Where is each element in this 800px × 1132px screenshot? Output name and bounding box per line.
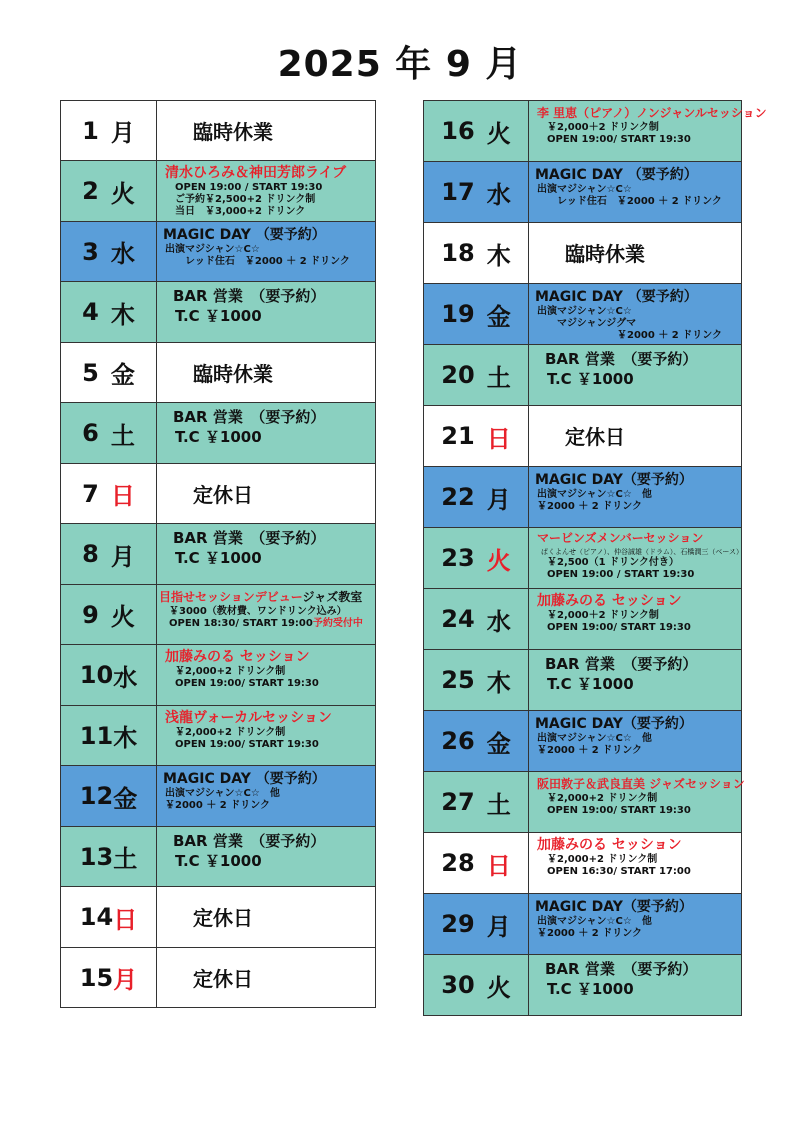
weekday: 月 (486, 912, 511, 941)
weekday: 金 (113, 784, 138, 813)
event-title: MAGIC DAY（要予約） (535, 472, 693, 488)
event-title: 加藤みのる セッション (537, 593, 682, 609)
day-number: 17 (441, 178, 475, 206)
weekday: 月 (110, 542, 135, 571)
event-cell (529, 833, 741, 893)
event-detail: 出演マジシャン☆C☆ (537, 306, 632, 317)
weekday: 金 (486, 302, 511, 331)
weekday: 土 (110, 421, 135, 450)
weekday: 月 (486, 485, 511, 514)
day-number: 28 (441, 849, 475, 877)
event-title: BAR 営業 （要予約） (173, 408, 326, 426)
weekday: 水 (486, 180, 511, 209)
event-title: 加藤みのる セッション (537, 837, 682, 853)
date-cell (424, 284, 529, 344)
weekday: 日 (113, 905, 138, 934)
event-cell (529, 345, 741, 405)
event-title: BAR 営業 （要予約） (545, 960, 698, 978)
weekday: 火 (486, 973, 511, 1002)
date-cell (424, 589, 529, 649)
event-detail: ￥2000 ＋ 2 ドリンク (537, 330, 723, 341)
schedule-row (424, 894, 741, 955)
event-cell (529, 223, 741, 283)
weekday: 水 (110, 240, 135, 268)
day-number: 6 (82, 419, 99, 447)
day-number: 21 (441, 422, 475, 450)
weekday: 火 (486, 119, 511, 148)
schedule-row (424, 528, 744, 589)
schedule-row (424, 711, 741, 772)
day-number: 11 (79, 721, 114, 750)
schedule-row (61, 585, 375, 645)
event-detail: 出演マジシャン☆C☆ 他 (537, 916, 652, 927)
day-number: 9 (82, 600, 99, 629)
event-detail: ご予約￥2,500+2 ドリンク制 (175, 194, 316, 205)
event-title: 定休日 (193, 483, 253, 507)
event-price: T.C ￥1000 (547, 675, 634, 693)
weekday: 月 (110, 119, 135, 147)
weekday: 水 (486, 607, 511, 636)
schedule-row (61, 101, 375, 161)
event-members: ぱくよんせ（ピアノ）、仲谷誠雄（ドラム）、石橋潤三（ベース） (541, 548, 744, 556)
event-detail: ￥2,000＋2 ドリンク制 (547, 122, 659, 133)
day-number: 16 (441, 117, 475, 145)
event-detail (159, 618, 375, 630)
day-number: 10 (79, 661, 114, 689)
event-title: 加藤みのる セッション (165, 649, 310, 665)
event-detail: ￥2000 ＋ 2 ドリンク (537, 928, 643, 939)
day-number: 27 (441, 788, 475, 816)
schedule-row (61, 524, 375, 585)
weekday: 金 (486, 729, 511, 758)
date-cell (61, 887, 157, 947)
weekday: 木 (113, 724, 138, 752)
schedule-row (61, 464, 375, 524)
event-time: OPEN 18:30/ START 19:00 (169, 618, 313, 629)
date-cell (61, 706, 157, 765)
event-title: 定休日 (565, 425, 625, 449)
weekday: 火 (110, 603, 135, 631)
event-title: 定休日 (193, 906, 253, 930)
event-detail: マジシャンジグマ (537, 318, 637, 329)
event-title-red: 目指せセッションデビュー (159, 590, 303, 604)
event-detail: レッド住石 ￥2000 ＋ 2 ドリンク (537, 196, 722, 207)
day-number: 3 (82, 237, 99, 266)
event-cell (529, 711, 741, 771)
event-cell (157, 101, 375, 160)
date-cell (424, 711, 529, 771)
event-title: 李 里恵（ピアノ）ノンジャンルセッション (537, 106, 767, 120)
date-cell (61, 403, 157, 463)
event-title: BAR 営業 （要予約） (173, 529, 326, 547)
event-title: BAR 営業 （要予約） (545, 350, 698, 368)
event-price: T.C ￥1000 (547, 370, 634, 388)
day-number: 1 (82, 116, 99, 145)
page-title: 2025 年 9 月 (277, 44, 523, 85)
event-title: MAGIC DAY （要予約） (535, 289, 698, 305)
date-cell (61, 948, 157, 1007)
date-cell (61, 161, 157, 221)
date-cell (424, 223, 529, 283)
event-title: マービンズメンバーセッション (537, 531, 704, 545)
schedule-row (61, 766, 375, 827)
event-detail: OPEN 19:00 / START 19:30 (547, 569, 695, 580)
weekday: 土 (486, 363, 511, 392)
event-detail: ￥2,000＋2 ドリンク制 (547, 610, 659, 621)
event-cell (157, 524, 375, 584)
schedule-row (61, 282, 375, 343)
event-title: MAGIC DAY （要予約） (163, 771, 326, 787)
event-detail: ￥2,000+2 ドリンク制 (547, 854, 658, 865)
date-cell (424, 467, 529, 527)
event-detail: OPEN 19:00 / START 19:30 (175, 182, 323, 193)
event-cell (529, 589, 741, 649)
schedule-row (424, 223, 741, 284)
event-cell (157, 282, 375, 342)
event-cell (529, 650, 741, 710)
schedule-row (61, 948, 375, 1008)
date-cell (61, 282, 157, 342)
event-cell (157, 766, 375, 826)
event-price: T.C ￥1000 (175, 307, 262, 325)
weekday: 月 (113, 966, 138, 994)
date-cell (424, 894, 529, 954)
event-cell (157, 645, 375, 705)
weekday: 木 (486, 241, 511, 270)
weekday: 土 (113, 845, 138, 873)
event-detail: ￥2,000+2 ドリンク制 (175, 666, 286, 677)
event-detail: ￥2000 ＋ 2 ドリンク (537, 745, 643, 756)
day-number: 30 (441, 971, 475, 999)
event-title: MAGIC DAY（要予約） (535, 716, 693, 732)
event-cell (157, 706, 375, 765)
event-title: 阪田敦子＆武良直美 ジャズセッション (537, 777, 745, 791)
schedule-row (424, 101, 767, 162)
event-detail: OPEN 19:00/ START 19:30 (175, 678, 319, 689)
event-title: MAGIC DAY （要予約） (535, 167, 698, 183)
event-price: T.C ￥1000 (175, 852, 262, 870)
day-number: 14 (79, 903, 114, 931)
schedule-row (424, 284, 741, 345)
event-cell (529, 162, 741, 222)
day-number: 25 (441, 666, 475, 694)
event-cell (529, 284, 741, 344)
date-cell (424, 650, 529, 710)
event-detail: 当日 ￥3,000+2 ドリンク (175, 206, 306, 217)
event-title: MAGIC DAY（要予約） (535, 899, 693, 915)
event-cell (157, 222, 375, 281)
day-number: 4 (82, 298, 99, 326)
event-title: 清水ひろみ＆神田芳郎ライブ (165, 165, 347, 181)
weekday: 日 (110, 482, 135, 510)
date-cell (424, 955, 529, 1015)
event-detail: ￥2,000+2 ドリンク制 (175, 727, 286, 738)
event-detail: ￥2000 ＋ 2 ドリンク (537, 501, 643, 512)
event-detail: ￥3000（教材費、ワンドリンク込み） (169, 606, 347, 617)
day-number: 5 (82, 358, 99, 387)
event-cell (157, 585, 375, 644)
schedule-row (61, 887, 375, 948)
day-number: 29 (441, 910, 475, 938)
event-detail: OPEN 16:30/ START 17:00 (547, 866, 691, 877)
date-cell (424, 528, 529, 588)
event-title: 定休日 (193, 967, 253, 991)
event-cell (157, 403, 375, 463)
date-cell (61, 524, 157, 584)
event-cell (529, 467, 741, 527)
date-cell (61, 222, 157, 281)
schedule-row (424, 772, 745, 833)
event-cell (157, 464, 375, 523)
day-number: 12 (79, 782, 114, 810)
day-number: 15 (79, 963, 114, 992)
day-number: 26 (441, 727, 475, 755)
event-detail: 出演マジシャン☆C☆ (165, 244, 260, 255)
schedule-row (424, 467, 741, 528)
event-title-black: ジャズ教室 (302, 590, 363, 604)
schedule-row (424, 589, 741, 650)
schedule-row (61, 403, 375, 464)
day-number: 24 (441, 605, 475, 633)
day-number: 2 (82, 177, 99, 205)
event-title: MAGIC DAY （要予約） (163, 227, 326, 243)
schedule-row (424, 833, 741, 894)
event-cell (157, 343, 375, 402)
event-detail: レッド住石 ￥2000 ＋ 2 ドリンク (165, 256, 350, 267)
schedule-row (424, 162, 741, 223)
day-number: 7 (82, 479, 99, 508)
date-cell (424, 772, 529, 832)
event-cell (157, 161, 375, 221)
weekday: 木 (486, 668, 511, 697)
schedule-row (61, 343, 375, 403)
event-price: T.C ￥1000 (175, 549, 262, 567)
event-detail: OPEN 19:00/ START 19:30 (547, 622, 691, 633)
weekday: 火 (110, 179, 135, 208)
event-cell (157, 827, 375, 886)
event-cell (529, 955, 741, 1015)
day-number: 13 (79, 842, 114, 871)
date-cell (61, 766, 157, 826)
event-title: BAR 営業 （要予約） (545, 655, 698, 673)
event-detail: OPEN 19:00/ START 19:30 (175, 739, 319, 750)
event-title: BAR 営業 （要予約） (173, 832, 326, 850)
date-cell (61, 343, 157, 402)
schedule-row (424, 345, 741, 406)
day-number: 8 (82, 540, 99, 568)
event-detail: 出演マジシャン☆C☆ 他 (537, 489, 652, 500)
day-number: 23 (441, 544, 475, 572)
date-cell (424, 162, 529, 222)
weekday: 日 (486, 424, 511, 453)
day-number: 22 (441, 483, 475, 511)
date-cell (424, 101, 529, 161)
date-cell (61, 827, 157, 886)
date-cell (61, 645, 157, 705)
event-cell (157, 887, 375, 947)
reservation-note: 予約受付中 (312, 618, 363, 629)
schedule-row (61, 222, 375, 282)
schedule-row (61, 827, 375, 887)
schedule-row (424, 406, 741, 467)
event-title (159, 589, 375, 606)
date-cell (424, 345, 529, 405)
event-title: BAR 営業 （要予約） (173, 287, 326, 305)
event-detail: 出演マジシャン☆C☆ (537, 184, 632, 195)
date-cell (424, 406, 529, 466)
date-cell (424, 833, 529, 893)
schedule-row (61, 706, 375, 766)
weekday: 火 (486, 546, 511, 575)
weekday: 日 (486, 851, 511, 880)
event-detail: ￥2000 ＋ 2 ドリンク (165, 800, 271, 811)
event-cell (529, 101, 767, 161)
weekday: 木 (110, 300, 135, 329)
event-cell (529, 406, 741, 466)
event-price: T.C ￥1000 (175, 428, 262, 446)
event-title: 臨時休業 (193, 120, 273, 144)
event-detail: ￥2,500（1 ドリンク付き） (547, 557, 679, 568)
event-price: T.C ￥1000 (547, 980, 634, 998)
event-detail: OPEN 19:00/ START 19:30 (547, 805, 691, 816)
schedule-row (424, 955, 741, 1016)
schedule-row (424, 650, 741, 711)
weekday: 金 (110, 361, 135, 389)
date-cell (61, 101, 157, 160)
event-title: 浅龍ヴォーカルセッション (165, 710, 332, 726)
event-detail: OPEN 19:00/ START 19:30 (547, 134, 691, 145)
event-title: 臨時休業 (193, 362, 273, 386)
event-cell (529, 528, 743, 588)
event-cell (529, 772, 745, 832)
day-number: 18 (441, 239, 475, 267)
day-number: 20 (441, 361, 475, 389)
event-detail: 出演マジシャン☆C☆ 他 (537, 733, 652, 744)
event-detail: ￥2,000+2 ドリンク制 (547, 793, 658, 804)
day-number: 19 (441, 300, 475, 328)
schedule-row (61, 161, 375, 222)
schedule-column-left (60, 100, 376, 1008)
date-cell (61, 464, 157, 523)
schedule-row (61, 645, 375, 706)
event-detail: 出演マジシャン☆C☆ 他 (165, 788, 280, 799)
schedule-column-right (423, 100, 767, 1016)
weekday: 水 (113, 663, 138, 692)
event-title: 臨時休業 (565, 242, 645, 266)
date-cell (61, 585, 157, 644)
event-cell (529, 894, 741, 954)
event-cell (157, 948, 375, 1007)
weekday: 土 (486, 790, 511, 819)
